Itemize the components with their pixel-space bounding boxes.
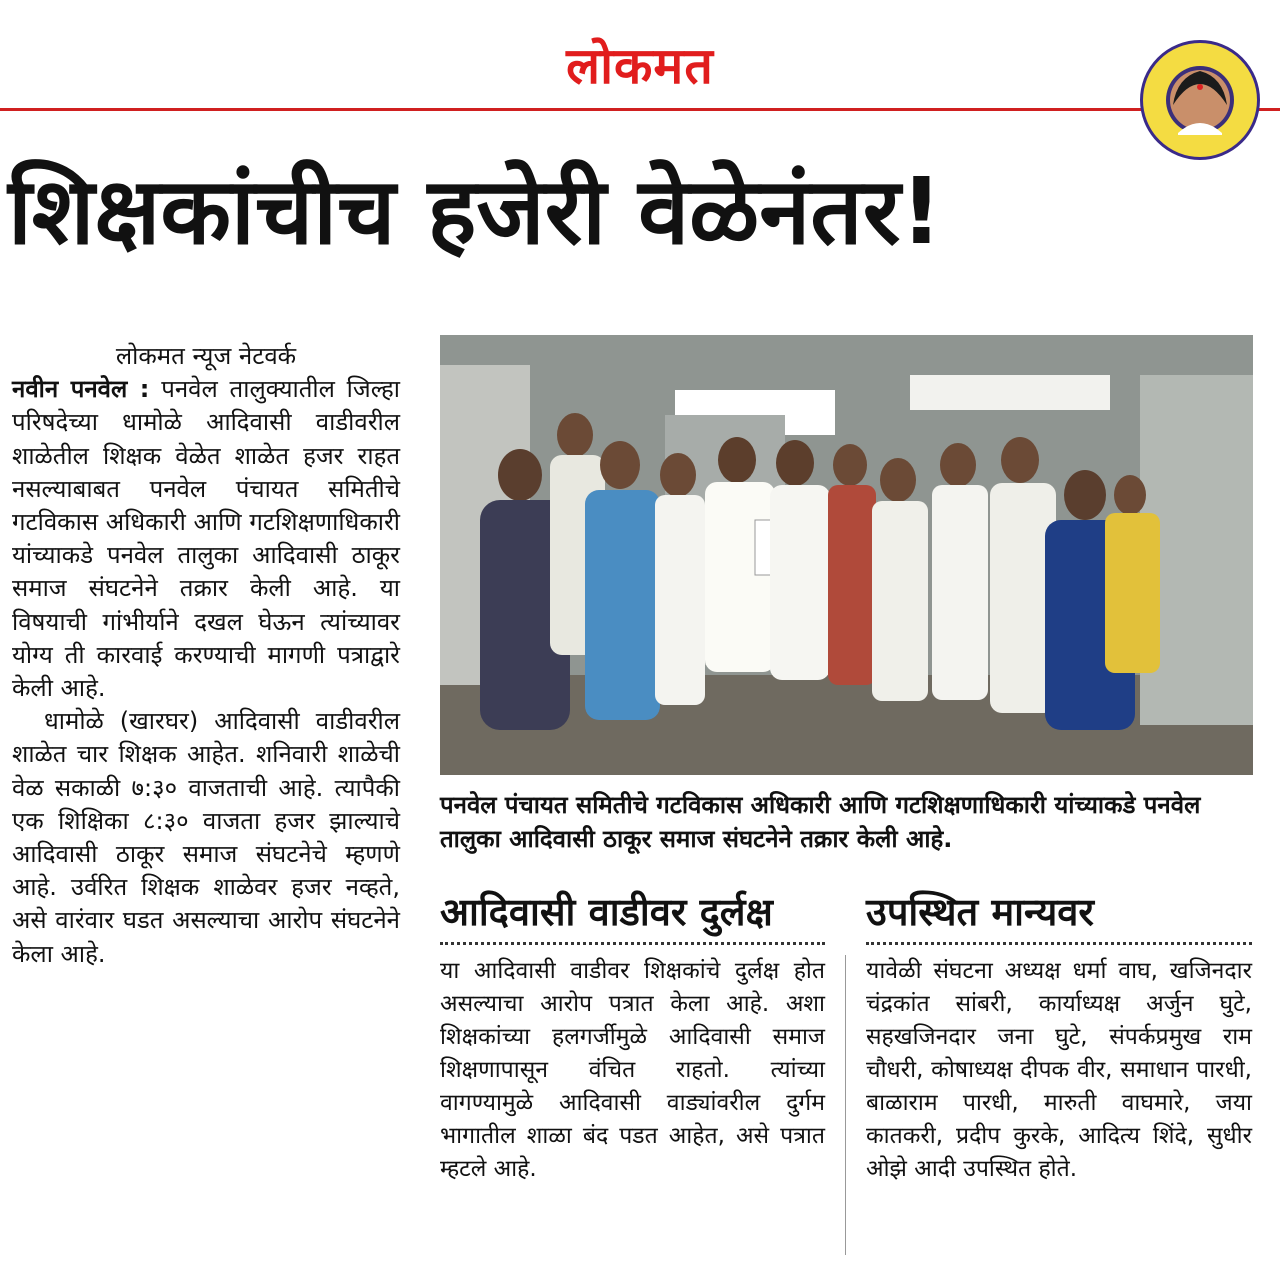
person-4-head <box>660 453 696 497</box>
person-5-head <box>718 437 756 483</box>
person-3-head <box>600 441 640 489</box>
news-photo <box>440 335 1253 775</box>
attendees-column <box>866 955 1252 1186</box>
person-5-body <box>705 482 775 672</box>
attendees-text: यावेळी संघटना अध्यक्ष धर्मा वाघ, खजिनदार चंद्रकांत सांबरी, कार्याध्यक्ष अर्जुन घुटे, सहखजिनदार जना घुटे, संपर्कप्रमुख राम चौधरी, कोषाध्यक्ष दीपक वीर, समाधान पारधी, बाळाराम पारधी, मारुती वाघमारे, जया कातकरी, प्रदीप कुरके, आदित्य शिंदे, सुधीर ओझे आदी उपस्थित होते. <box>866 958 1252 1182</box>
subhead-attendees: उपस्थित मान्यवर <box>866 888 1252 945</box>
person-3-body <box>585 490 660 720</box>
author-seal <box>1140 40 1260 160</box>
neglect-column <box>440 955 825 1186</box>
person-4-body <box>655 495 705 705</box>
neglect-text: या आदिवासी वाडीवर शिक्षकांचे दुर्लक्ष होत असल्याचा आरोप पत्रात केला आहे. अशा शिक्षकांच्या हलगर्जीमुळे आदिवासी समाज शिक्षणापासून वंचित राहतो. त्यांच्या वागण्यामुळे आदिवासी वाड्यांवरील दुर्गम भागातील शाळा बंद पडत आहेत, असे पत्रात म्हटले आहे. <box>440 958 825 1182</box>
photo-caption: पनवेल पंचायत समितीचे गटविकास अधिकारी आणि गटशिक्षणाधिकारी यांच्याकडे पनवेल तालुका आदिवासी ठाकूर समाज संघटनेने तक्रार केली आहे. <box>440 791 1201 853</box>
photo-banner <box>910 375 1110 410</box>
person-8-body <box>872 501 928 701</box>
person-12-body <box>1105 513 1160 673</box>
headline: शिक्षकांचीच हजेरी वेळेनंतर! <box>8 158 943 265</box>
lead-paragraph <box>12 373 400 705</box>
second-paragraph: धामोळे (खारघर) आदिवासी वाडीवरील शाळेत चार शिक्षक आहेत. शनिवारी शाळेची वेळ सकाळी ७:३० वाजताची आहे. त्यापैकी एक शिक्षिका ८:३० वाजता हजर झाल्याचे आदिवासी ठाकूर समाज संघटनेचे म्हणणे आहे. उर्वरित शिक्षक शाळेवर हजर नव्हते, असे वारंवार घडत असल्याचा आरोप संघटनेने केला आहे. <box>12 707 400 968</box>
subhead-neglect: आदिवासी वाडीवर दुर्लक्ष <box>440 888 825 945</box>
person-7-body <box>828 485 876 685</box>
newspaper-masthead: लोकमत <box>566 36 714 95</box>
dateline: नवीन पनवेल : <box>12 375 150 404</box>
person-6-body <box>770 485 830 680</box>
seal-portrait-tilak <box>1197 84 1203 90</box>
person-6-head <box>776 440 814 486</box>
article-left-column <box>12 340 400 971</box>
person-1-head <box>498 449 542 501</box>
person-11-head <box>1064 470 1106 520</box>
person-9-head <box>940 443 976 487</box>
person-9-body <box>932 485 988 700</box>
person-12-head <box>1114 475 1146 515</box>
byline: लोकमत न्यूज नेटवर्क <box>115 342 297 370</box>
lead-text: पनवेल तालुक्यातील जिल्हा परिषदेच्या धामोळे आदिवासी वाडीवरील शाळेतील शिक्षक वेळेत शाळेत हजर राहत नसल्याबाबत पनवेल पंचायत समितीचे गटविकास अधिकारी आणि गटशिक्षणाधिकारी यांच्याकडे पनवेल तालुका आदिवासी ठाकूर समाज संघटनेने तक्रार केली आहे. या विषयाची गांभीर्याने दखल घेऊन त्यांच्यावर योग्य ती कारवाई करण्याची मागणी पत्राद्वारे केली आहे. <box>12 375 400 703</box>
person-10-head <box>1001 437 1039 483</box>
person-7-head <box>833 444 867 486</box>
column-divider <box>845 955 846 1255</box>
seal-graphic <box>1143 43 1257 157</box>
masthead-rule <box>0 108 1280 111</box>
person-2-head <box>557 413 593 457</box>
group-photo-illustration <box>440 335 1253 775</box>
person-8-head <box>880 458 916 502</box>
